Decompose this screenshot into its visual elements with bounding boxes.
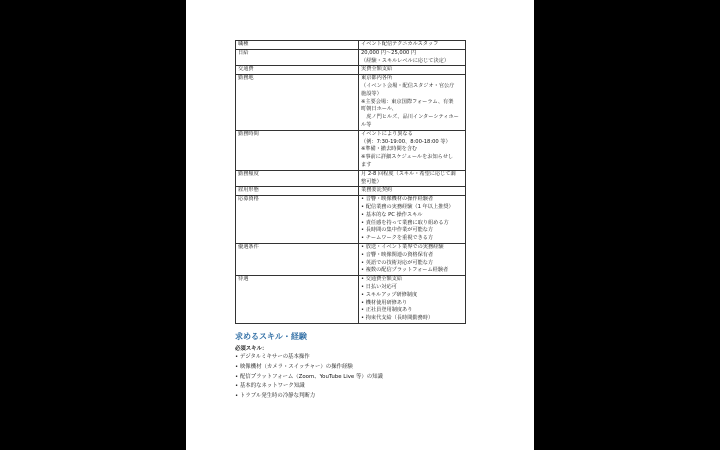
row-value (359, 187, 466, 196)
value-line: イベント配信テクニカルスタッフ (361, 41, 439, 47)
value-line: 業務委託契約 (361, 187, 393, 194)
bullet-item: • チームワークを重視できる方 (361, 235, 463, 243)
table-row (236, 196, 466, 244)
row-label: 職種 (236, 41, 359, 50)
bullet-item: • 配信業務の実務経験（1 年以上推奨） (361, 204, 463, 212)
value-line: 20,000 円～25,000 円 (361, 49, 417, 56)
row-value (359, 130, 466, 170)
row-value (359, 49, 466, 66)
value-line: ル等 (361, 121, 372, 128)
row-label: 勤務地 (236, 75, 359, 131)
row-value (359, 196, 466, 244)
value-line: 虎ノ門ヒルズ、品川インターシティホー (361, 114, 459, 121)
bullet-item: • 基本的な PC 操作スキル (361, 212, 463, 220)
skills-heading: 求めるスキル・経験 (235, 332, 307, 341)
value-line: 整可能） (361, 178, 382, 185)
skill-item: • 配信プラットフォーム（Zoom、YouTube Live 等）の知識 (235, 373, 495, 383)
table-row (236, 41, 466, 50)
value-line: ※事前に詳細スケジュールをお知らせし (361, 154, 454, 161)
row-label: 優遇条件 (236, 243, 359, 275)
skill-item: • 映像機材（カメラ・スイッチャー）の操作経験 (235, 363, 495, 373)
table-row (236, 276, 466, 324)
table-row (236, 49, 466, 66)
bullet-item: • 放送・イベント業界での実務経験 (361, 244, 463, 252)
bullet-item: • 正社員登用制度あり (361, 307, 463, 315)
skill-item: • トラブル発生時の冷静な判断力 (235, 392, 495, 402)
row-label: 勤務頻度 (236, 170, 359, 187)
bullet-item: • スキルアップ研修制度 (361, 292, 463, 300)
row-label: 待遇 (236, 276, 359, 324)
value-line: ます (361, 161, 372, 168)
value-line: イベントにより異なる (361, 130, 413, 137)
table-row (236, 243, 466, 275)
row-value (359, 170, 466, 187)
bullet-item: • 複数の配信プラットフォーム経験者 (361, 267, 463, 275)
skill-item: • 基本的なネットワーク知識 (235, 382, 495, 392)
row-value (359, 66, 466, 75)
bullet-item: • 拘束代支給（長時間勤務時） (361, 315, 463, 323)
skill-item: • デジタルミキサーの基本操作 (235, 353, 495, 363)
bullet-item: • 音響・映像関連の資格保有者 (361, 252, 463, 260)
value-line: 施設等） (361, 90, 382, 97)
value-line: （例：7:30-19:00、8:00-18:00 等） (361, 138, 451, 145)
table-row (236, 75, 466, 131)
bullet-item: • 日払い対応可 (361, 284, 463, 292)
row-label: 日給 (236, 49, 359, 66)
table-row (236, 130, 466, 170)
value-line: 実費全額支給 (361, 66, 393, 73)
table-row (236, 66, 466, 75)
bullet-item: • 機材使用研修あり (361, 300, 463, 308)
required-skills-list (235, 353, 495, 402)
job-details-table (235, 40, 466, 324)
row-value (359, 75, 466, 131)
value-line: 町朝日ホール、 (361, 106, 397, 113)
row-value (359, 243, 466, 275)
bullet-item: • 音響・映像機材の操作経験者 (361, 196, 463, 204)
document-page (186, 0, 534, 450)
row-label: 雇用形態 (236, 187, 359, 196)
row-label: 交通費 (236, 66, 359, 75)
value-line: （経験・スキルレベルに応じて決定） (361, 57, 450, 64)
bullet-item: • 交通費全額支給 (361, 276, 463, 284)
table-row (236, 170, 466, 187)
row-label: 勤務時間 (236, 130, 359, 170)
value-line: ※準備・撤去時間を含む (361, 146, 418, 153)
row-label: 応募資格 (236, 196, 359, 244)
value-line: （イベント会場・配信スタジオ・官公庁 (361, 82, 455, 89)
skills-section (235, 331, 495, 402)
bullet-item: • 責任感を持って業務に取り組める方 (361, 220, 463, 228)
table-row (236, 187, 466, 196)
bullet-item: • 長時間の集中作業が可能な方 (361, 227, 463, 235)
value-line: 東京都内各所 (361, 75, 393, 82)
required-skills-label: 必須スキル： (235, 346, 268, 352)
row-value (359, 41, 466, 50)
value-line: ※主要会場：東京国際フォーラム、有楽 (361, 98, 454, 105)
row-value (359, 276, 466, 324)
value-line: 月 2-8 回程度（スキル・希望に応じて調 (361, 170, 456, 177)
bullet-item: • 英語での技術対応が可能な方 (361, 260, 463, 268)
